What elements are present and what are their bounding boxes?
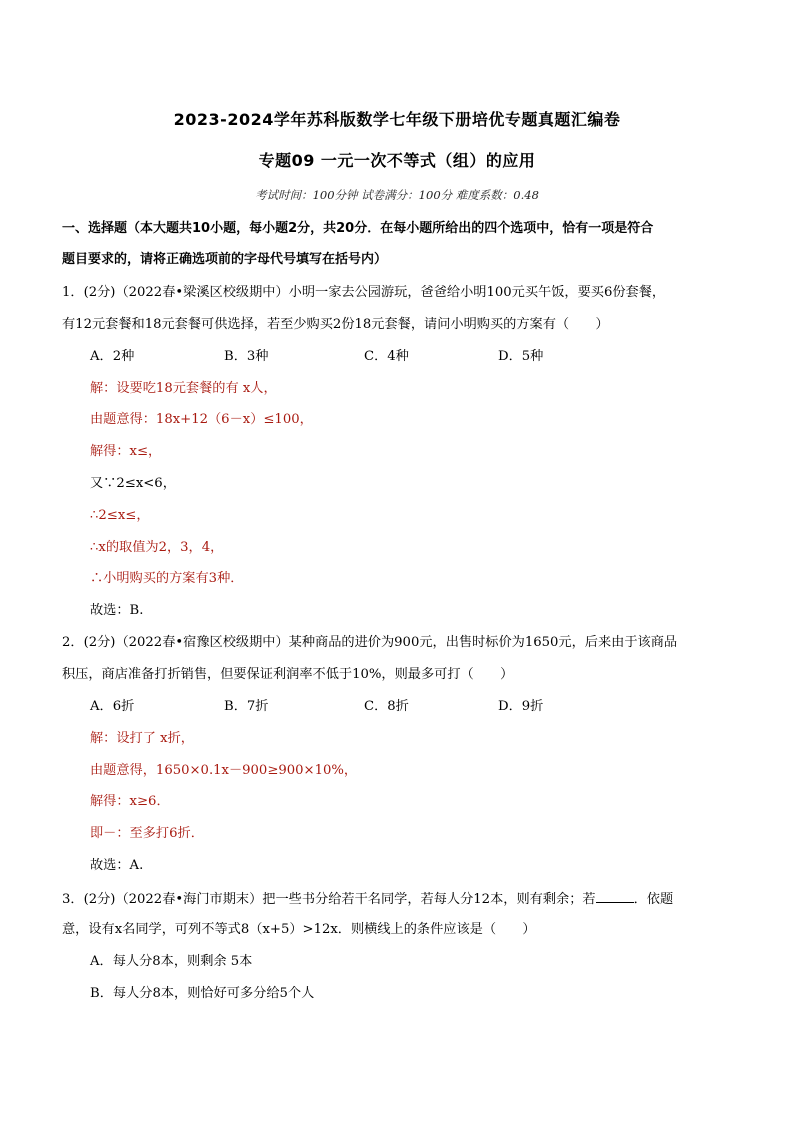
- section-heading: 一、选择题（本大题共10小题，每小题2分，共20分．在每小题所给出的四个选项中，恰有一项是符合: [62, 221, 654, 236]
- q3-stem-cont: 意，设有x名同学，可列不等式8（x+5）>12x．则横线上的条件应该是（ ）: [62, 922, 536, 937]
- q2-solution-line: 即－：至多打6折．: [90, 826, 204, 841]
- q1-answer: 故选：B.: [90, 603, 144, 618]
- q1-solution-line: ∴小明购买的方案有3种．: [90, 571, 244, 586]
- q2-solution-line: 解：设打了 x折，: [90, 731, 194, 746]
- q3-stem-part2: ．依题: [633, 892, 674, 907]
- q1-stem: 1．(2分)（2022春•梁溪区校级期中）小明一家去公园游玩，爸爸给小明100元买午饭，要买6份套餐，: [62, 285, 666, 300]
- q1-solution-line: ∴x的取值为2，3，4，: [90, 540, 224, 555]
- q1-stem-cont: 有12元套餐和18元套餐可供选择，若至少购买2份18元套餐，请问小明购买的方案有（ ）: [62, 317, 609, 332]
- document-title: 2023-2024学年苏科版数学七年级下册培优专题真题汇编卷: [173, 110, 621, 129]
- q1-solution-line: 解：设要吃18元套餐的有 x人，: [90, 381, 277, 396]
- q2-option-c: C．8折: [364, 699, 409, 714]
- answer-blank: [596, 888, 634, 903]
- q1-option-d: D．5种: [498, 349, 544, 364]
- q2-stem-cont: 积压，商店准备打折销售，但要保证利润率不低于10%，则最多可打（ ）: [62, 667, 514, 682]
- q2-answer: 故选：A.: [90, 858, 144, 873]
- q2-solution-line: 由题意得，1650×0.1x－900≥900×10%，: [90, 763, 358, 778]
- q1-option-b: B．3种: [224, 349, 269, 364]
- q1-solution-line: 又∵2≤x<6，: [90, 476, 176, 491]
- q3-stem: [62, 888, 673, 910]
- q2-option-a: A．6折: [90, 699, 135, 714]
- q1-solution-line: 由题意得：18x+12（6－x）≤100，: [90, 412, 313, 427]
- q2-solution-line: 解得：x≥6．: [90, 794, 170, 809]
- document-subtitle: 专题09 一元一次不等式（组）的应用: [258, 151, 536, 170]
- q2-option-d: D．9折: [498, 699, 544, 714]
- exam-meta: 考试时间：100分钟 试卷满分：100分 难度系数：0.48: [255, 188, 539, 202]
- q1-solution-line: 解得：x≤，: [90, 444, 162, 459]
- q3-option-b: B．每人分8本，则恰好可多分给5个人: [90, 986, 315, 1001]
- q3-stem-part1: 3．(2分)（2022春•海门市期末）把一些书分给若干名同学，若每人分12本，则有剩余；若: [62, 892, 596, 907]
- q1-option-c: C．4种: [364, 349, 409, 364]
- q2-stem: 2．(2分)（2022春•宿豫区校级期中）某种商品的进价为900元，出售时标价为1650元，后来由于该商品: [62, 635, 678, 650]
- q1-solution-line: ∴2≤x≤，: [90, 508, 150, 523]
- section-heading-cont: 题目要求的，请将正确选项前的字母代号填写在括号内）: [62, 252, 388, 267]
- q3-option-a: A．每人分8本，则剩余 5本: [90, 954, 253, 969]
- q1-option-a: A．2种: [90, 349, 135, 364]
- q2-option-b: B．7折: [224, 699, 269, 714]
